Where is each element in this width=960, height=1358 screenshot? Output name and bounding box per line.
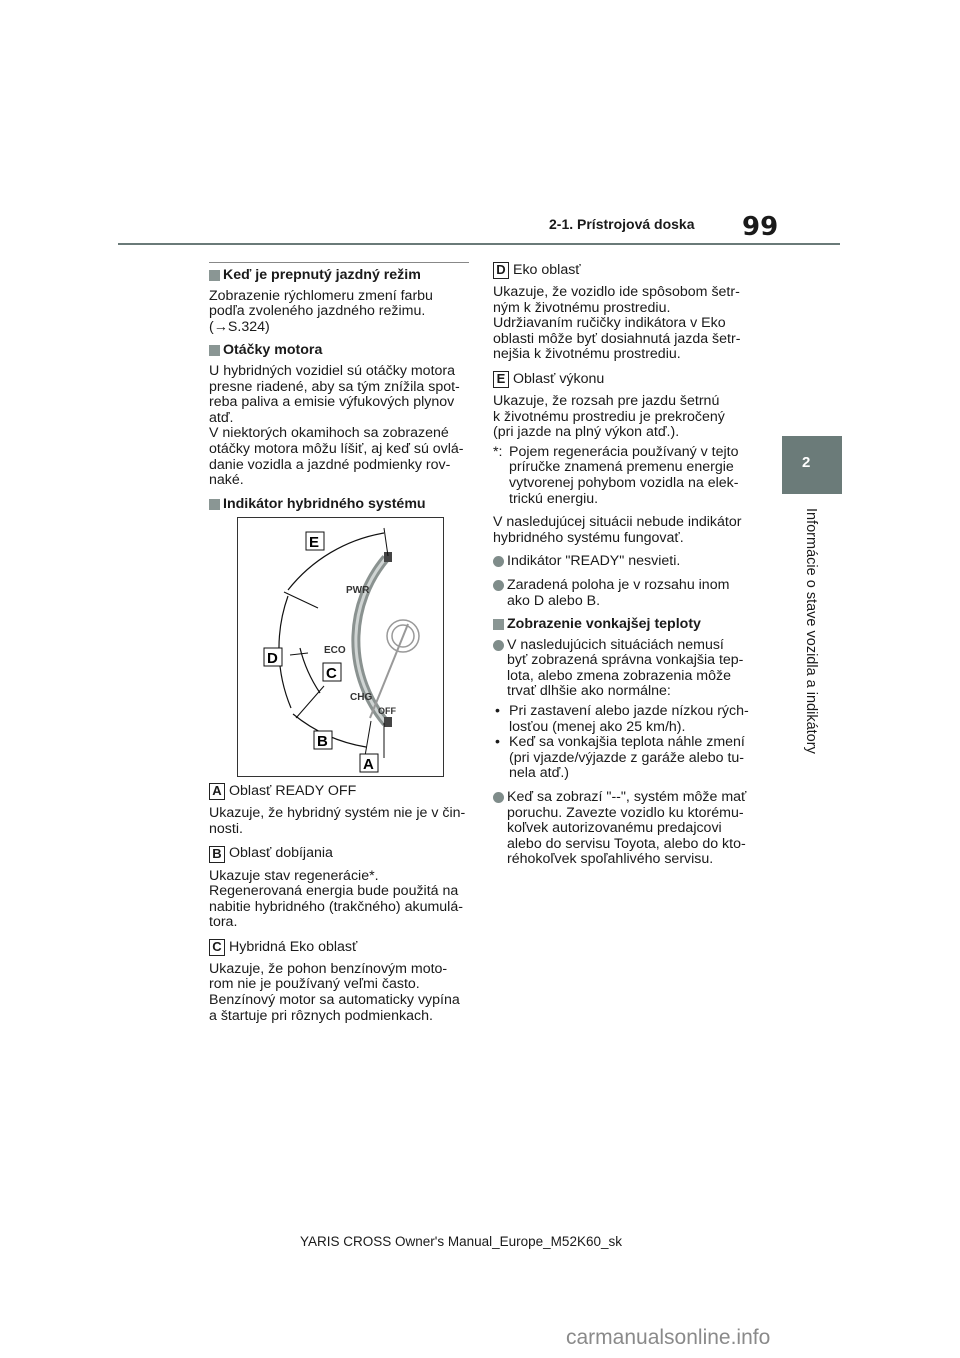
hybrid-indicator-figure xyxy=(237,517,444,777)
svg-text:E: E xyxy=(309,534,320,552)
condition-item: Zaradená poloha je v rozsahu inom ako D alebo B. xyxy=(493,578,758,609)
hybrid-gauge-diagram xyxy=(238,518,443,776)
circle-bullet-icon xyxy=(493,792,504,803)
heading-hybrid-indicator: Indikátor hybridného systému xyxy=(209,497,469,513)
callout-b: B xyxy=(209,846,225,863)
manual-footer: YARIS CROSS Owner's Manual_Europe_M52K60_sk xyxy=(300,1234,622,1249)
callout-d: D xyxy=(493,262,509,279)
item-e-label: E Oblasť výkonu xyxy=(493,371,758,388)
square-bullet-icon xyxy=(209,499,220,510)
dot-bullet-icon: • xyxy=(495,734,500,751)
svg-text:D: D xyxy=(267,650,278,668)
temp-bullet-1: V nasledujúcich situáciách nemusí byť zobrazená správna vonkajšia tep- lota, alebo zmena zobrazenia môže trvať dlhšie ako normálne: xyxy=(493,638,758,700)
item-d-label: D Eko oblasť xyxy=(493,262,758,279)
svg-text:C: C xyxy=(326,665,337,683)
temp-bullet-2: Keď sa zobrazí "--", systém môže mať poruchu. Zavezte vozidlo ku ktorému- koľvek autorizovanému predajcovi alebo do servisu Toyota, alebo do kto- réhokoľvek spoľahlivého servisu. xyxy=(493,790,758,868)
svg-text:OFF: OFF xyxy=(378,706,396,717)
item-b-label: B Oblasť dobíjania xyxy=(209,846,469,863)
square-bullet-icon xyxy=(209,270,220,281)
watermark-link[interactable]: carmanualsonline.info xyxy=(566,1326,771,1349)
sub-item: • Pri zastavení alebo jazde nízkou rých- losťou (menej ako 25 km/h). xyxy=(495,703,749,735)
paragraph-engine-rpm: U hybridných vozidiel sú otáčky motora presne riadené, aby sa tým znížila spot- reba paliva a emisie výfukových plynov atď. V niektorých okamihoch sa zobrazené otáčky motora môžu líšiť, aj keď sú ovlá- danie vozidla a jazdné podmienky rov- naké. xyxy=(209,362,464,489)
svg-text:A: A xyxy=(363,756,374,774)
non-operation-intro: V nasledujúcej situácii nebude indikátor hybridného systému fungovať. xyxy=(493,514,742,546)
item-a-description: Ukazuje, že hybridný systém nie je v čin- nosti. xyxy=(209,805,466,837)
header-divider xyxy=(118,243,840,245)
item-c-description: Ukazuje, že pohon benzínovým moto- rom nie je používaný veľmi často. Benzínový motor sa automaticky vypína a štartuje pri rôznych podmienkach. xyxy=(209,960,460,1024)
svg-text:CHG: CHG xyxy=(350,692,373,704)
circle-bullet-icon xyxy=(493,640,504,651)
callout-c: C xyxy=(209,939,225,956)
svg-text:B: B xyxy=(317,733,328,751)
paragraph-drive-mode: Zobrazenie rýchlomeru zmení farbu podľa zvoleného jazdného režimu. (→S.324) xyxy=(209,287,433,335)
circle-bullet-icon xyxy=(493,556,504,567)
section-title: 2-1. Prístrojová doska xyxy=(549,216,695,232)
heading-drive-mode: Keď je prepnutý jazdný režim xyxy=(209,268,469,284)
item-e-description: Ukazuje, že rozsah pre jazdu šetrnú k životnému prostrediu je prekročený (pri jazde na plný výkon atď.). xyxy=(493,392,725,441)
item-b-description: Ukazuje stav regenerácie*. Regenerovaná energia bude použitá na nabitie hybridného (trakčného) akumulá- tora. xyxy=(209,867,463,931)
condition-item: Indikátor "READY" nesvieti. xyxy=(493,554,758,570)
heading-engine-rpm: Otáčky motora xyxy=(209,343,469,359)
chapter-number: 2 xyxy=(802,454,811,471)
svg-text:PWR: PWR xyxy=(346,585,370,597)
square-bullet-icon xyxy=(493,619,504,630)
item-d-description: Ukazuje, že vozidlo ide spôsobom šetr- ným k životnému prostrediu. Udržiavaním ručičky indikátora v Eko oblasti môže byť dosiahnutá jazda šetr- nejšia k životnému prostrediu. xyxy=(493,284,741,363)
svg-text:ECO: ECO xyxy=(324,645,346,657)
right-column xyxy=(493,262,758,876)
left-column xyxy=(209,262,469,1032)
chapter-title: Informácie o stave vozidla a indikátory xyxy=(803,508,819,754)
column-divider xyxy=(209,262,469,263)
heading-outside-temp: Zobrazenie vonkajšej teploty xyxy=(493,617,758,633)
callout-e: E xyxy=(493,371,509,388)
callout-a: A xyxy=(209,783,225,800)
page-reference-link[interactable]: (→S.324) xyxy=(209,318,270,335)
chapter-tab xyxy=(782,436,842,494)
sub-item: • Keď sa vonkajšia teplota náhle zmení (pri vjazde/výjazde z garáže alebo tu- nela atď.) xyxy=(495,734,745,782)
dot-bullet-icon: • xyxy=(495,703,500,720)
item-a-label: A Oblasť READY OFF xyxy=(209,783,469,800)
footnote-marker: *: xyxy=(493,443,503,460)
square-bullet-icon xyxy=(209,345,220,356)
circle-bullet-icon xyxy=(493,580,504,591)
page-number: 99 xyxy=(742,212,779,242)
item-c-label: C Hybridná Eko oblasť xyxy=(209,939,469,956)
footnote: *: Pojem regenerácia používaný v tejto príručke znamená premenu energie vytvorenej pohybom vozidla na elek- trickú energiu. xyxy=(493,443,739,507)
